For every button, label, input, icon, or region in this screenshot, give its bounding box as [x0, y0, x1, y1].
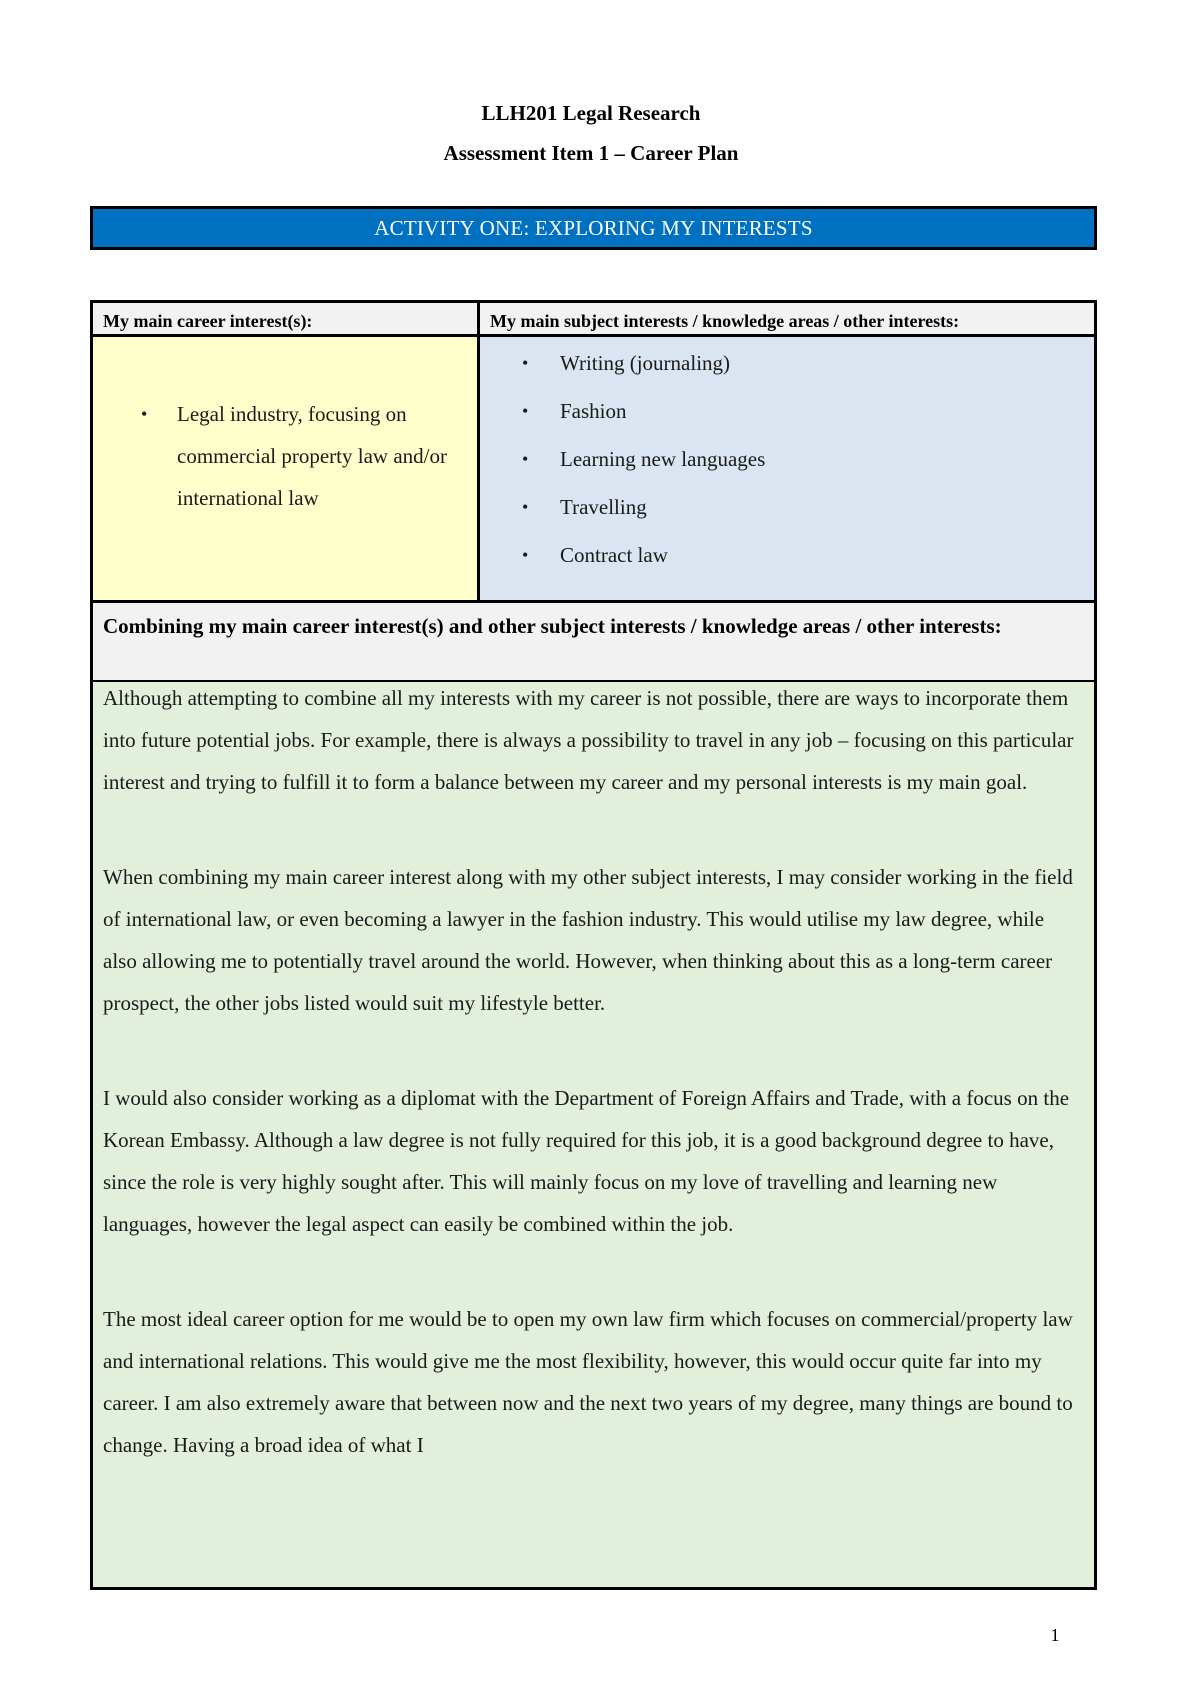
subject-interest-header: My main subject interests / knowledge areas / other interests: — [480, 303, 1094, 337]
list-item-text: Learning new languages — [560, 447, 766, 471]
activity-banner-text: ACTIVITY ONE: EXPLORING MY INTERESTS — [374, 216, 813, 240]
bullet-icon: • — [522, 545, 529, 565]
list-item-text: Travelling — [560, 495, 647, 519]
document-title: LLH201 Legal Research — [481, 101, 701, 125]
activity-banner — [90, 206, 1097, 250]
list-item-text: Writing (journaling) — [560, 351, 731, 375]
bullet-icon: • — [522, 449, 529, 469]
list-item — [141, 393, 461, 519]
list-item-text: Fashion — [560, 399, 627, 423]
document-subtitle: Assessment Item 1 – Career Plan — [443, 141, 739, 165]
paragraph: When combining my main career interest along with my other subject interests, I may consider working in the field of international law, or even becoming a lawyer in the fashion industry. This would utilise my law degree, while also allowing me to potentially travel around the world. However, when thinking about this as a long-term career prospect, the other jobs listed would suit my lifestyle better. — [103, 865, 1073, 1015]
subject-interest-list — [522, 339, 765, 579]
page-number: 1 — [1050, 1625, 1060, 1645]
bullet-icon: • — [141, 404, 148, 424]
list-item-text: Legal industry, focusing on commercial property law and/or international law — [177, 402, 447, 510]
career-plan-table — [90, 300, 1097, 1590]
list-item — [522, 339, 765, 387]
combining-interests-body — [93, 682, 1094, 1587]
bullet-icon: • — [522, 401, 529, 421]
career-interest-header: My main career interest(s): — [93, 303, 480, 337]
bullet-icon: • — [522, 353, 529, 373]
subject-interest-cell — [480, 337, 1094, 603]
list-item — [522, 483, 765, 531]
list-item-text: Contract law — [560, 543, 668, 567]
list-item — [522, 387, 765, 435]
combining-interests-header: Combining my main career interest(s) and other subject interests / knowledge areas / other interests: — [93, 603, 1094, 682]
list-item — [522, 531, 765, 579]
career-interest-cell — [93, 337, 480, 603]
paragraph: The most ideal career option for me would be to open my own law firm which focuses on commercial/property law and international relations. This would give me the most flexibility, however, this would occur quite far into my career. I am also extremely aware that between now and the next two years of my degree, many things are bound to change. Having a broad idea of what I — [103, 1307, 1073, 1457]
career-interest-list — [141, 393, 461, 519]
paragraph: I would also consider working as a diplomat with the Department of Foreign Affairs and Trade, with a focus on the Korean Embassy. Although a law degree is not fully required for this job, it is a good background degree to have, since the role is very highly sought after. This will mainly focus on my love of travelling and learning new languages, however the legal aspect can easily be combined within the job. — [103, 1086, 1070, 1236]
bullet-icon: • — [522, 497, 529, 517]
list-item — [522, 435, 765, 483]
paragraph: Although attempting to combine all my interests with my career is not possible, there are ways to incorporate them into future potential jobs. For example, there is always a possibility to travel in any job – focusing on this particular interest and trying to fulfill it to form a balance between my career and my personal interests is my main goal. — [103, 686, 1074, 794]
